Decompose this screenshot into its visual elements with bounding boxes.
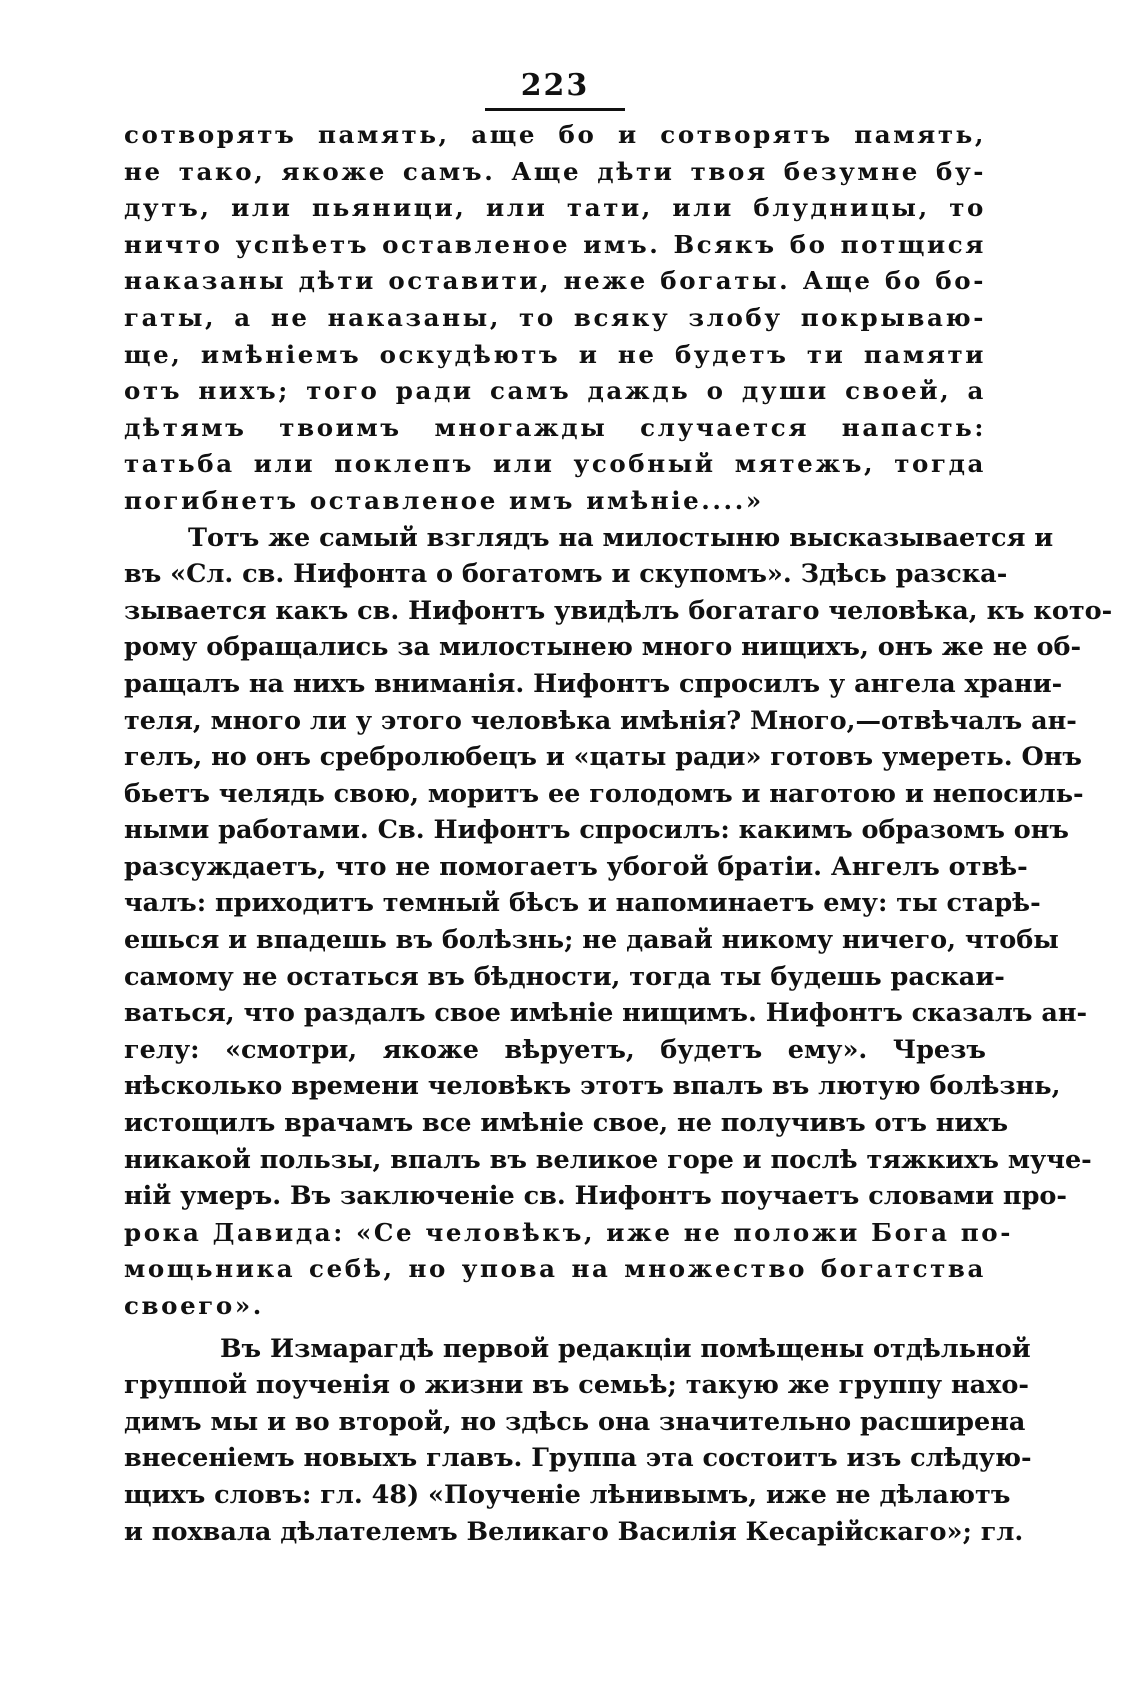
text-line: сотворятъ память, аще бо и сотворятъ память, xyxy=(124,120,986,149)
text-line: въ «Сл. св. Нифонта о богатомъ и скупомъ». Здѣсь разска- xyxy=(124,559,1008,590)
text-line: внесеніемъ новыхъ главъ. Группа эта состоитъ изъ слѣдую- xyxy=(124,1443,1032,1474)
text-line: ничто успѣетъ оставленое имъ. Всякъ бо потщися xyxy=(124,229,986,259)
text-line: мощьника себѣ, но упова на множество богатства xyxy=(124,1254,986,1284)
paragraph-2 xyxy=(124,520,1113,1325)
text-line: ращалъ на нихъ вниманія. Нифонтъ спросилъ у ангела храни- xyxy=(124,668,1063,699)
book-page xyxy=(124,66,1113,1550)
text-line: димъ мы и во второй, но здѣсь она значительно расширена xyxy=(124,1406,1026,1437)
page-body xyxy=(124,117,1113,1550)
text-line: дутъ, или пьяници, или тати, или блудницы, то xyxy=(124,193,986,223)
text-line: нѣсколько времени человѣкъ этотъ впалъ въ лютую болѣзнь, xyxy=(124,1071,1061,1102)
text-line: рока Давида: «Се человѣкъ, иже не положи Бога по- xyxy=(124,1217,1014,1247)
page-number: 223 xyxy=(485,66,625,111)
text-line: не тако, якоже самъ. Аще дѣти твоя безумне бу- xyxy=(124,156,986,186)
text-line: группой поученія о жизни въ семьѣ; такую же группу нахо- xyxy=(124,1370,1029,1401)
text-line: ваться, что раздалъ свое имѣніе нищимъ. Нифонтъ сказалъ ан- xyxy=(124,998,1088,1029)
text-line: рому обращались за милостынею много нищихъ, онъ же не об- xyxy=(124,632,1082,663)
paragraph-1 xyxy=(124,117,986,520)
text-line: разсуждаетъ, что не помогаетъ убогой братіи. Ангелъ отвѣ- xyxy=(124,851,1028,882)
paragraph-3 xyxy=(124,1331,1032,1551)
text-line: ными работами. Св. Нифонтъ спросилъ: какимъ образомъ онъ xyxy=(124,815,1069,846)
text-line: зывается какъ св. Нифонтъ увидѣлъ богатаго человѣка, къ кото- xyxy=(124,595,1113,626)
text-line: гелу: «смотри, якоже вѣруетъ, будетъ ему». Чрезъ xyxy=(124,1034,986,1065)
text-line: ній умеръ. Въ заключеніе св. Нифонтъ поучаетъ словами про- xyxy=(124,1181,1068,1212)
text-line: теля, много ли у этого человѣка имѣнія? Много,—отвѣчалъ ан- xyxy=(124,705,1077,736)
text-line: своего». xyxy=(124,1291,264,1320)
text-line: Тотъ же самый взглядъ на милостыню высказывается и xyxy=(188,522,1054,553)
text-line: гелъ, но онъ сребролюбецъ и «цаты ради» готовъ умереть. Онъ xyxy=(124,742,1082,773)
text-line: погибнетъ оставленое имъ имѣніе....» xyxy=(124,485,764,515)
text-line: и похвала дѣлателемъ Великаго Василія Кесарійскаго»; гл. xyxy=(124,1516,1024,1547)
text-line: ще, имѣніемъ оскудѣютъ и не будетъ ти памяти xyxy=(124,339,986,369)
text-line: наказаны дѣти оставити, неже богаты. Аще бо бо- xyxy=(124,266,986,296)
text-line: никакой пользы, впалъ въ великое горе и послѣ тяжкихъ муче- xyxy=(124,1144,1092,1175)
text-line: истощилъ врачамъ все имѣніе свое, не получивъ отъ нихъ xyxy=(124,1108,1009,1139)
text-line: щихъ словъ: гл. 48) «Поученіе лѣнивымъ, иже не дѣлаютъ xyxy=(124,1479,1011,1510)
text-line: чалъ: приходитъ темный бѣсъ и напоминаетъ ему: ты старѣ- xyxy=(124,888,1041,919)
text-line: отъ нихъ; того ради самъ даждь о души своей, а xyxy=(124,376,986,406)
text-line: самому не остаться въ бѣдности, тогда ты будешь раскаи- xyxy=(124,961,1005,992)
text-line: татьба или поклепъ или усобный мятежъ, тогда xyxy=(124,449,986,479)
text-line: бьетъ челядь свою, моритъ ее голодомъ и наготою и непосиль- xyxy=(124,778,1084,809)
text-line: дѣтямъ твоимъ многажды случается напасть: xyxy=(124,412,986,442)
text-line: ешься и впадешь въ болѣзнь; не давай никому ничего, чтобы xyxy=(124,925,1059,956)
text-line: гаты, а не наказаны, то всяку злобу покрываю- xyxy=(124,302,986,332)
text-line: Въ Измарагдѣ первой редакціи помѣщены отдѣльной xyxy=(220,1333,1031,1364)
